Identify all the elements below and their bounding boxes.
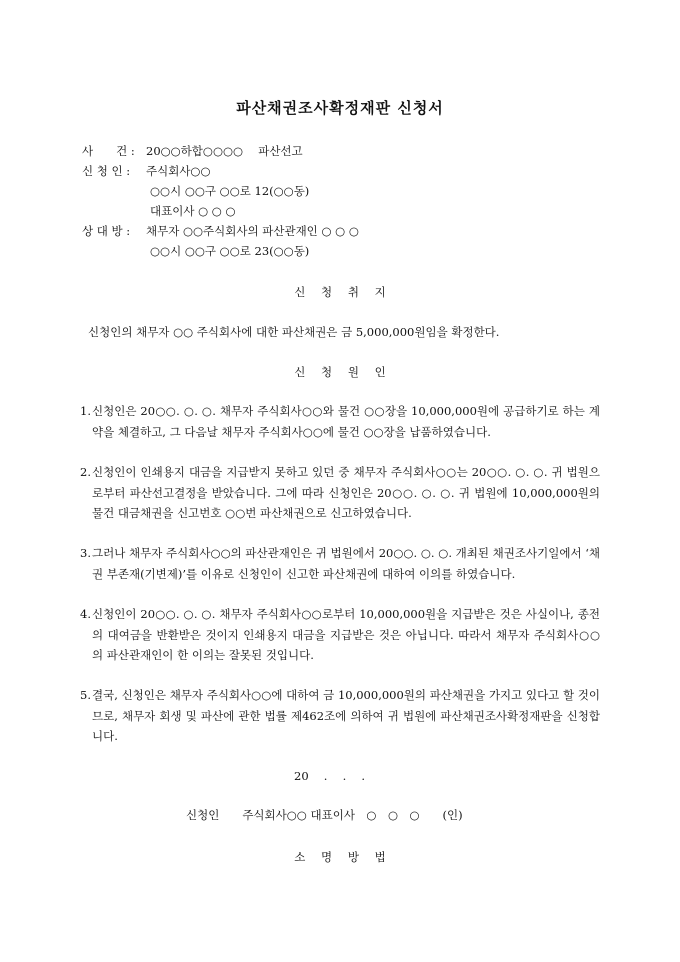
cause-item (80, 462, 600, 524)
cause-item (80, 401, 600, 442)
cause-item (80, 685, 600, 747)
evidence-heading: 소 명 방 법 (294, 850, 386, 864)
cause-item-text: 신청인은 20○○. ○. ○. 채무자 주식회사○○와 물건 ○○장을 10,000,000원에 공급하기로 하는 계약을 체결하고, 그 다음날 채무자 주식회사○○에 물건 ○○장을 납품하였습니다. (92, 404, 600, 439)
purpose-heading: 신 청 취 지 (294, 285, 386, 299)
respondent-name: 채무자 ○○주식회사의 파산관재인 ○ ○ ○ (146, 224, 359, 238)
cause-item-number: 2. (80, 465, 91, 479)
cause-item-number: 1. (80, 404, 91, 418)
cause-item (80, 604, 600, 666)
cause-item-text: 결국, 신청인은 채무자 주식회사○○에 대하여 금 10,000,000원의 파산채권을 가지고 있다고 할 것이므로, 채무자 회생 및 파산에 관한 법률 제462조에 의하여 귀 법원에 파산채권조사확정재판을 신청합니다. (92, 688, 600, 743)
respondent-label: 상 대 방 : (82, 224, 131, 238)
cause-item-text: 신청인이 20○○. ○. ○. 채무자 주식회사○○로부터 10,000,000원을 지급받은 것은 사실이나, 종전의 대여금을 반환받은 것이지 인쇄용지 대금을 지급받은 것은 아닙니다. 따라서 채무자 주식회사○○의 파산관재인이 한 이의는 잘못된 것입니다. (92, 607, 600, 662)
signature-line: 신청인 주식회사○○ 대표이사 ○ ○ ○ (인) (186, 808, 463, 822)
cause-item (80, 543, 600, 584)
document-title: 파산채권조사확정재판 신청서 (236, 99, 444, 117)
case-label: 사 건 : (82, 144, 135, 158)
purpose-text: 신청인의 채무자 ○○ 주식회사에 대한 파산채권은 금 5,000,000원임을 확정한다. (88, 325, 500, 339)
applicant-name: 주식회사○○ (146, 164, 211, 178)
applicant-representative: 대표이사 ○ ○ ○ (150, 204, 236, 218)
applicant-label: 신 청 인 : (82, 164, 131, 178)
date-line: 20 . . . (294, 769, 366, 783)
cause-item-number: 4. (80, 607, 91, 621)
applicant-address: ○○시 ○○구 ○○로 12(○○동) (150, 184, 310, 198)
case-value: 20○○하합○○○○ 파산선고 (146, 144, 303, 158)
cause-item-number: 5. (80, 688, 91, 702)
respondent-address: ○○시 ○○구 ○○로 23(○○동) (150, 244, 310, 258)
cause-heading: 신 청 원 인 (294, 365, 386, 379)
cause-item-number: 3. (80, 546, 91, 560)
cause-item-text: 신청인이 인쇄용지 대금을 지급받지 못하고 있던 중 채무자 주식회사○○는 20○○. ○. ○. 귀 법원으로부터 파산선고결정을 받았습니다. 그에 따라 신청인은 20○○. ○. ○. 귀 법원에 10,000,000원의 물건 대금채권을 신고번호 ○○번 파산채권으로 신고하였습니다. (92, 465, 600, 520)
cause-item-text: 그러나 채무자 주식회사○○의 파산관재인은 귀 법원에서 20○○. ○. ○. 개최된 채권조사기일에서 ‘채권 부존재(기변제)’를 이유로 신청인이 신고한 파산채권에 대하여 이의를 하였습니다. (92, 546, 600, 581)
